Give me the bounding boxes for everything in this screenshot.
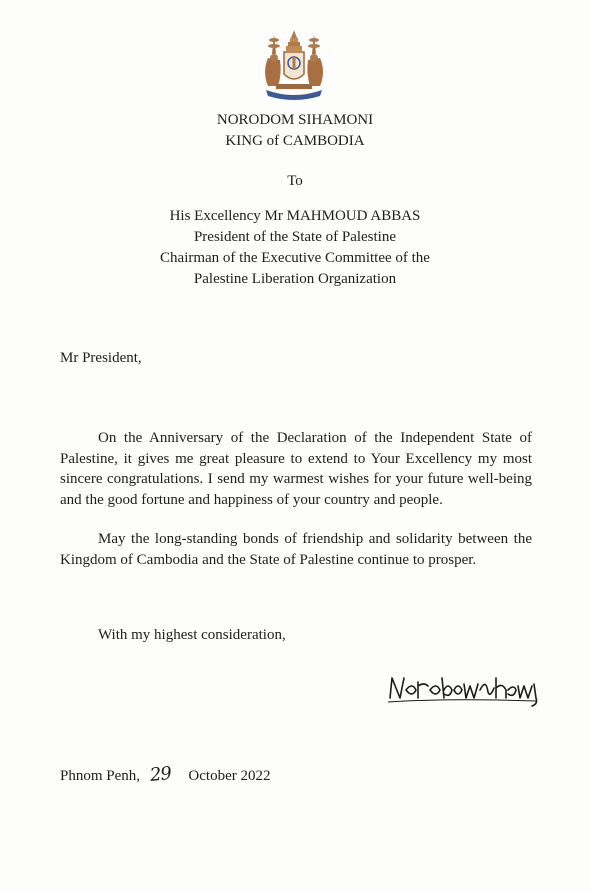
addressee-block (0, 206, 590, 290)
sender-title: KING of CAMBODIA (225, 133, 365, 149)
date-month-year: October 2022 (188, 768, 271, 784)
date-line (60, 764, 270, 787)
addressee-line: President of the State of Palestine (193, 229, 397, 245)
royal-crest-icon (256, 28, 332, 104)
addressee-line: Chairman of the Executive Committee of the (160, 250, 430, 266)
to-label: To (287, 173, 303, 189)
body-paragraph: May the long-standing bonds of friendship and solidarity between the Kingdom of Cambodia and the State of Palestine continue to prosper. (60, 531, 532, 568)
date-day: 29 (148, 762, 172, 787)
addressee-line: Palestine Liberation Organization (193, 271, 397, 287)
addressee-line: His Excellency Mr MAHMOUD ABBAS (169, 208, 421, 224)
sender-name: NORODOM SIHAMONI (216, 112, 374, 128)
date-place: Phnom Penh, (60, 768, 141, 784)
signature-icon (386, 668, 544, 708)
body-paragraph: On the Anniversary of the Declaration of the Independent State of Palestine, it gives me great pleasure to extend to Your Excellency my most sincere congratulations. I send my warmest wishes for your future well-being and the good fortune and happiness of your country and people. (60, 430, 532, 508)
sender-block (0, 110, 590, 152)
letter-body (60, 428, 532, 589)
salutation: Mr President, (60, 350, 142, 366)
closing-line: With my highest consideration, (98, 627, 286, 643)
